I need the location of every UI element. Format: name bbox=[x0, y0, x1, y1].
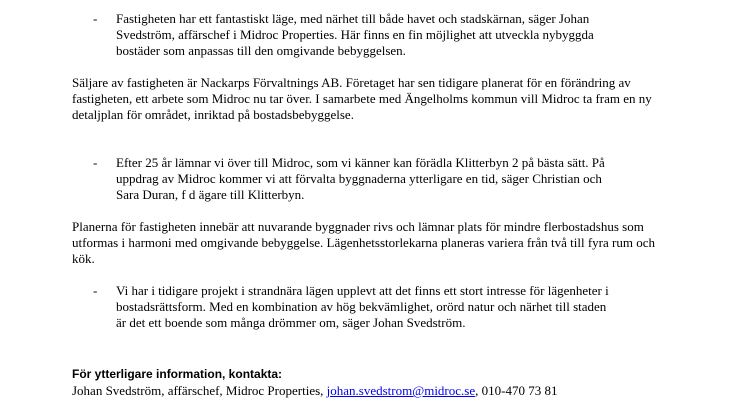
contact-separator: , bbox=[475, 383, 479, 398]
bullet-dash: - bbox=[93, 11, 98, 26]
quote-bullet bbox=[93, 11, 613, 59]
contact-phone: 010-470 73 81 bbox=[481, 383, 558, 398]
body-paragraph: Säljare av fastigheten är Nackarps Förvaltnings AB. Företaget har sen tidigare planerat för en förändring av fastigheten, ett arbete som Midroc nu tar över. I samarbete med Ängelholms kommun vill Midroc ta fram en ny detaljplan för området, inriktad på bostadsbebyggelse. bbox=[72, 75, 652, 122]
body-paragraph: Planerna för fastigheten innebär att nuvarande byggnader rivs och lämnar plats för mindre flerbostadshus som utformas i harmoni med omgivande bebyggelse. Lägenhetsstorlekarna planeras variera från två till fyra rum och kök. bbox=[72, 219, 655, 266]
contact-person: Johan Svedström, affärschef, Midroc Properties, bbox=[72, 383, 324, 398]
quote-text: Efter 25 år lämnar vi över till Midroc, som vi känner kan förädla Klitterbyn 2 på bästa sätt. På uppdrag av Midroc kommer vi att förvalta byggnaderna ytterligare en tid, säger Christian och Sara Duran, f d ägare till Klitterbyn. bbox=[116, 155, 605, 202]
contact-heading: För ytterligare information, kontakta: bbox=[72, 367, 283, 381]
quote-text: Fastigheten har ett fantastiskt läge, med närhet till både havet och stadskärnan, säger Johan Svedström, affärschef i Midroc Properties. Här finns en fin möjlighet att utveckla nybyggda bostäder som anpassas till den omgivande bebyggelsen. bbox=[116, 11, 594, 58]
quote-bullet bbox=[93, 283, 613, 331]
contact-line bbox=[72, 383, 557, 399]
bullet-dash: - bbox=[93, 283, 98, 298]
quote-text: Vi har i tidigare projekt i strandnära lägen upplevt att det finns ett stort intresse för lägenheter i bostadsrättsform. Med en kombination av hög bekvämlighet, orörd natur och närhet till staden är det ett boende som många drömmer om, säger Johan Svedström. bbox=[116, 283, 609, 330]
bullet-dash: - bbox=[93, 155, 98, 170]
contact-email-link[interactable]: johan.svedstrom@midroc.se bbox=[326, 383, 476, 398]
quote-bullet bbox=[93, 155, 613, 203]
